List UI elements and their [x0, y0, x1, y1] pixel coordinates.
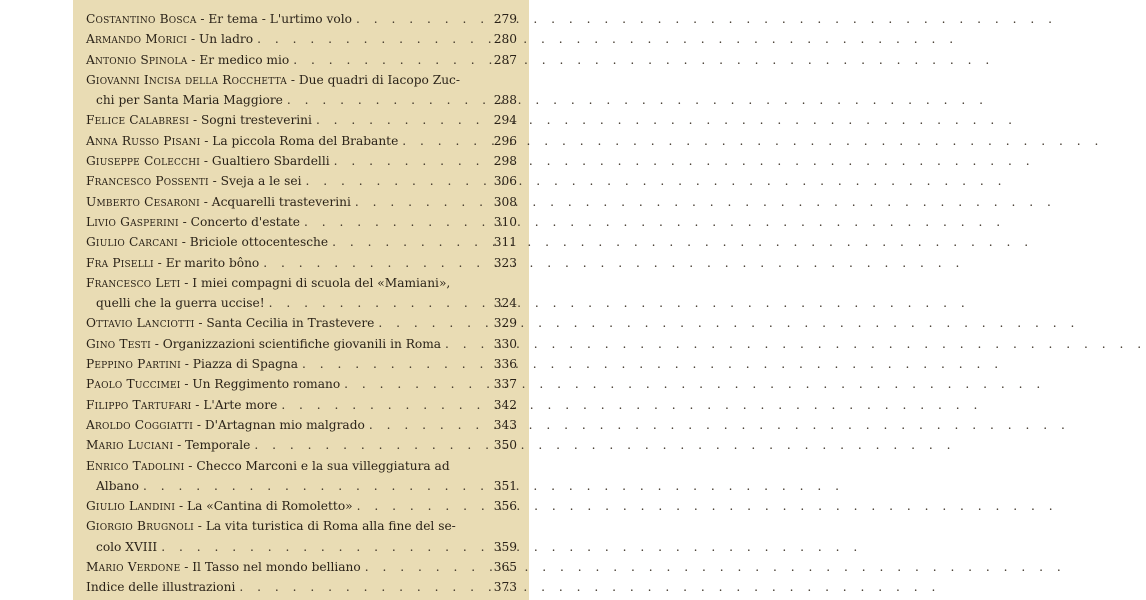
toc-entry	[86, 374, 517, 394]
toc-page-number: 311	[493, 235, 517, 250]
toc-entry	[86, 516, 517, 557]
toc-line-continuation	[86, 476, 517, 496]
toc-entry	[86, 131, 517, 151]
toc-line	[86, 415, 517, 435]
dot-leader	[340, 374, 491, 394]
toc-entry	[86, 354, 517, 374]
toc-line-continuation	[86, 293, 517, 313]
toc-entry	[86, 253, 517, 273]
toc-separator: -	[150, 336, 163, 351]
toc-entry	[86, 50, 517, 70]
toc-title: Er marito bôno	[165, 255, 260, 270]
toc-entry	[86, 232, 517, 252]
toc-page-number: 350	[493, 438, 517, 453]
toc-separator: -	[180, 560, 193, 575]
dot-leader	[398, 131, 491, 151]
toc-page-number: 359	[493, 539, 517, 554]
dot-leader	[139, 476, 491, 496]
toc-entry	[86, 435, 517, 455]
toc-author: Paolo Tuccimei	[86, 377, 181, 392]
toc-line	[86, 374, 517, 394]
toc-page-number: 365	[493, 560, 517, 575]
toc-title-continuation: colo XVIII	[96, 539, 158, 554]
toc-entry	[86, 171, 517, 191]
toc-author: Peppino Partini	[86, 357, 181, 372]
dot-leader	[374, 313, 491, 333]
toc-page-number: 298	[493, 154, 517, 169]
toc-author: Costantino Bosca	[86, 12, 197, 26]
toc-author: Enrico Tadolini	[86, 458, 185, 473]
toc-author: Fra Piselli	[86, 255, 154, 270]
toc-page-number: 337	[493, 377, 517, 392]
toc-author: Livio Gasperini	[86, 214, 179, 229]
toc-line	[86, 110, 517, 130]
toc-separator: -	[287, 72, 299, 87]
toc-title: Santa Cecilia in Trastevere	[206, 316, 375, 331]
dot-leader	[352, 9, 491, 29]
toc-separator: -	[175, 499, 188, 514]
toc-author: Armando Morici	[86, 32, 188, 47]
toc-page-number: 336	[493, 357, 517, 372]
toc-title: D'Artagnan mio malgrado	[204, 417, 365, 432]
dot-leader	[235, 577, 491, 597]
toc-author: Giulio Landini	[86, 499, 176, 514]
toc-entry	[86, 456, 517, 497]
toc-title: L'Arte more	[203, 397, 278, 412]
toc-separator: -	[187, 32, 199, 47]
toc-page-number: 330	[493, 336, 517, 351]
toc-entry	[86, 577, 517, 597]
toc-line	[86, 253, 517, 273]
toc-page-number: 343	[493, 417, 517, 432]
dot-leader	[277, 395, 491, 415]
toc-author: Giovanni Incisa della Rocchetta	[86, 72, 287, 87]
toc-author: Umberto Cesaroni	[86, 194, 200, 209]
toc-title: Temporale	[185, 438, 251, 453]
toc-page-number: 310	[493, 214, 517, 229]
toc-title: Briciole ottocentesche	[189, 235, 329, 250]
toc-title: I miei compagni di scuola del «Mamiani»,	[192, 275, 451, 290]
dot-leader	[157, 537, 491, 557]
toc-line	[86, 70, 517, 90]
toc-entry	[86, 395, 517, 415]
toc-separator: -	[177, 235, 190, 250]
toc-title: Concerto d'estate	[190, 214, 301, 229]
toc-page-number: 356	[493, 499, 517, 514]
toc-author: Anna Russo Pisani	[86, 133, 201, 148]
toc-separator: -	[184, 458, 197, 473]
table-of-contents	[86, 9, 517, 598]
toc-separator: -	[187, 52, 200, 67]
toc-separator: -	[200, 133, 213, 148]
dot-leader	[250, 435, 491, 455]
toc-entry	[86, 415, 517, 435]
toc-page-number: 373	[493, 580, 517, 595]
dot-leader	[351, 192, 491, 212]
dot-leader	[289, 50, 491, 70]
toc-author: Francesco Leti	[86, 275, 181, 290]
toc-separator: -	[196, 12, 209, 26]
toc-author: Mario Verdone	[86, 560, 181, 575]
toc-line	[86, 577, 517, 597]
toc-line	[86, 313, 517, 333]
toc-line	[86, 496, 517, 516]
toc-title: Un Reggimento romano	[192, 377, 341, 392]
toc-title: Gualtiero Sbardelli	[211, 154, 330, 169]
toc-page-number: 329	[493, 316, 517, 331]
toc-separator: -	[193, 519, 206, 534]
toc-author: Giulio Carcani	[86, 235, 178, 250]
dot-leader	[365, 415, 491, 435]
toc-entry	[86, 29, 517, 49]
toc-line	[86, 50, 517, 70]
toc-title: Er medico mio	[199, 52, 290, 67]
toc-line	[86, 354, 517, 374]
toc-line	[86, 171, 517, 191]
toc-page-number: 342	[493, 397, 517, 412]
toc-page-number: 296	[493, 133, 517, 148]
toc-title: Acquarelli trasteverini	[211, 194, 351, 209]
dot-leader	[298, 354, 491, 374]
book-page	[73, 0, 529, 600]
toc-author: Aroldo Coggiatti	[86, 417, 193, 432]
dot-leader	[328, 232, 491, 252]
toc-line	[86, 435, 517, 455]
toc-entry	[86, 110, 517, 130]
toc-page-number: 308	[493, 194, 517, 209]
toc-separator: -	[180, 357, 193, 372]
dot-leader	[259, 253, 491, 273]
toc-title: La «Cantina di Romoletto»	[187, 499, 353, 514]
toc-page-number: 294	[493, 113, 517, 128]
dot-leader	[265, 293, 491, 313]
toc-title: Un ladro	[198, 32, 254, 47]
toc-author: Felice Calabresi	[86, 113, 190, 128]
toc-title: Due quadri di Iacopo Zuc-	[298, 72, 460, 87]
toc-title: La vita turistica di Roma alla fine del se-	[205, 519, 456, 534]
toc-separator: -	[200, 154, 212, 169]
toc-separator: -	[153, 255, 166, 270]
toc-title-continuation: chi per Santa Maria Maggiore	[96, 93, 283, 108]
toc-author: Antonio Spinola	[86, 52, 188, 67]
toc-entry	[86, 70, 517, 111]
toc-title: La piccola Roma del Brabante	[212, 133, 399, 148]
toc-author: Mario Luciani	[86, 438, 174, 453]
toc-title: Sveja a le sei	[220, 174, 302, 189]
toc-page-number: 323	[493, 255, 517, 270]
toc-page-number: 306	[493, 174, 517, 189]
toc-title: Piazza di Spagna	[192, 357, 299, 372]
toc-separator: -	[173, 438, 186, 453]
toc-separator: -	[191, 397, 204, 412]
toc-line	[86, 395, 517, 415]
toc-page-number: 287	[493, 52, 517, 67]
toc-entry	[86, 557, 517, 577]
toc-author: Gino Testi	[86, 336, 151, 351]
toc-line	[86, 151, 517, 171]
toc-line	[86, 456, 517, 476]
toc-line	[86, 334, 517, 354]
toc-line	[86, 192, 517, 212]
toc-title-continuation: quelli che la guerra uccise!	[96, 296, 265, 311]
toc-page-number: 280	[493, 32, 517, 47]
toc-author: Ottavio Lanciotti	[86, 316, 195, 331]
toc-separator: -	[180, 275, 193, 290]
toc-page-number: 351	[493, 478, 517, 493]
toc-line	[86, 29, 517, 49]
toc-separator: -	[199, 194, 212, 209]
dot-leader	[330, 151, 491, 171]
toc-line-continuation	[86, 537, 517, 557]
toc-title: Checco Marconi e la sua villeggiatura ad	[196, 458, 450, 473]
toc-line	[86, 212, 517, 232]
dot-leader	[353, 496, 491, 516]
toc-page-number: 279	[493, 12, 517, 26]
toc-author: Francesco Possenti	[86, 174, 209, 189]
toc-title: Indice delle illustrazioni	[86, 580, 236, 595]
toc-entry	[86, 496, 517, 516]
toc-entry	[86, 313, 517, 333]
toc-author: Giuseppe Colecchi	[86, 154, 200, 169]
dot-leader	[361, 557, 491, 577]
toc-page-number: 324	[493, 296, 517, 311]
toc-title-continuation: Albano	[96, 478, 139, 493]
toc-entry	[86, 192, 517, 212]
toc-entry	[86, 334, 517, 354]
toc-separator: -	[208, 174, 221, 189]
toc-line	[86, 232, 517, 252]
toc-separator: -	[192, 417, 205, 432]
toc-line	[86, 557, 517, 577]
toc-entry	[86, 9, 517, 29]
toc-page-number: 288	[493, 93, 517, 108]
toc-author: Giorgio Brugnoli	[86, 519, 194, 534]
toc-title: Il Tasso nel mondo belliano	[192, 560, 361, 575]
toc-line	[86, 131, 517, 151]
dot-leader	[253, 29, 491, 49]
toc-line	[86, 273, 517, 293]
toc-separator: -	[180, 377, 193, 392]
toc-author: Filippo Tartufari	[86, 397, 192, 412]
dot-leader	[300, 212, 491, 232]
toc-entry	[86, 151, 517, 171]
dot-leader	[312, 110, 491, 130]
toc-separator: -	[189, 113, 201, 128]
toc-entry	[86, 273, 517, 314]
toc-line	[86, 9, 517, 29]
dot-leader	[283, 90, 491, 110]
toc-title: Sogni tresteverini	[200, 113, 312, 128]
toc-separator: -	[178, 214, 191, 229]
toc-line-continuation	[86, 90, 517, 110]
dot-leader	[301, 171, 491, 191]
toc-title: Organizzazioni scientifiche giovanili in Roma	[162, 336, 442, 351]
toc-entry	[86, 212, 517, 232]
toc-separator: -	[194, 316, 207, 331]
dot-leader	[441, 334, 491, 354]
toc-title: Er tema - L'urtimo volo	[208, 12, 352, 26]
toc-line	[86, 516, 517, 536]
